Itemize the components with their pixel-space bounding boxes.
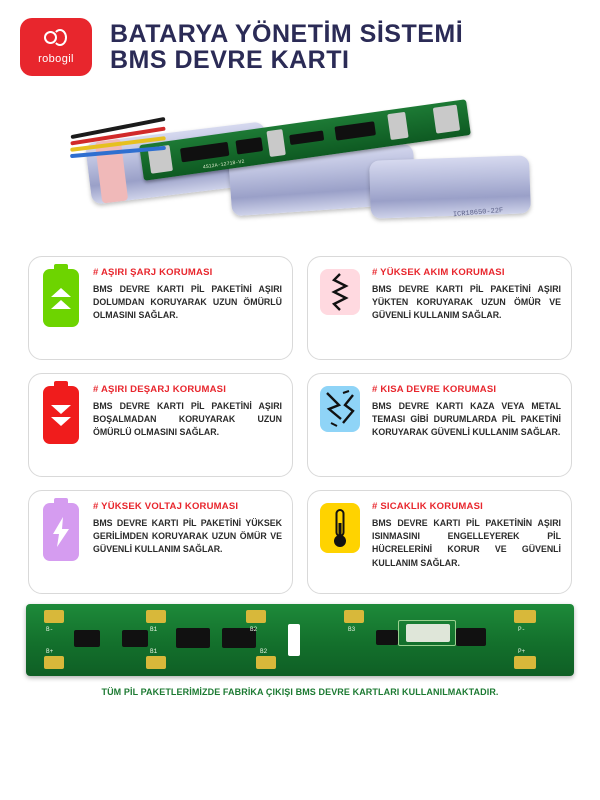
- short-circuit-icon: [318, 384, 362, 466]
- brand-logo-text: robogil: [38, 53, 74, 65]
- feature-card-high-current: [307, 256, 572, 360]
- feature-description: BMS DEVRE KARTI PİL PAKETİNİ YÜKSEK GERİLİMDEN KORUYARAK UZUN ÖMÜR VE GÜVENLİ KULLANIM SAĞLAR.: [93, 518, 282, 555]
- feature-card-temperature: [307, 490, 572, 594]
- feature-description: BMS DEVRE KARTI PİL PAKETİNİ AŞIRI BOŞALMADAN KORUYARAK UZUN ÖMÜRLÜ OLMASINI SAĞLAR.: [93, 401, 282, 438]
- thermometer-icon: [318, 501, 362, 583]
- feature-description: BMS DEVRE KARTI KAZA VEYA METAL TEMASI GİBİ DURUMLARDA PİL PAKETİNİ KORUYARAK GÜVENLİ KULLANIM SAĞLAR.: [372, 401, 561, 438]
- battery-pack-illustration: [70, 114, 540, 226]
- feature-title: # SICAKLIK KORUMASI: [372, 501, 483, 512]
- zigzag-icon: [331, 273, 349, 311]
- feature-title: # YÜKSEK AKIM KORUMASI: [372, 267, 505, 278]
- page-title: [110, 21, 463, 74]
- bolt-icon: [52, 517, 70, 547]
- robot-head-icon: [44, 29, 68, 49]
- title-line-1: BATARYA YÖNETİM SİSTEMİ: [110, 19, 464, 48]
- footer-note: TÜM PİL PAKETLERİMİZDE FABRİKA ÇIKIŞI BMS DEVRE KARTLARI KULLANILMAKTADIR.: [101, 687, 499, 697]
- feature-title: # AŞIRI DEŞARJ KORUMASI: [93, 384, 227, 395]
- spark-icon: [323, 389, 357, 429]
- page-header: [0, 0, 600, 82]
- cell-label: ICR18650-22F: [452, 206, 504, 220]
- title-line-2: BMS DEVRE KARTI: [110, 46, 350, 74]
- feature-title: # YÜKSEK VOLTAJ KORUMASI: [93, 501, 239, 512]
- battery-high-voltage-icon: [39, 501, 83, 583]
- feature-title: # AŞIRI ŞARJ KORUMASI: [93, 267, 213, 278]
- feature-grid: [0, 252, 600, 594]
- feature-card-short-circuit: [307, 373, 572, 477]
- bms-board-photo: B- B1 B2 B3 B+ B1 B2 P- P+: [26, 604, 574, 676]
- feature-title: # KISA DEVRE KORUMASI: [372, 384, 497, 395]
- thermometer-glyph-icon: [331, 507, 349, 549]
- feature-description: BMS DEVRE KARTI PİL PAKETİNİN AŞIRI ISINMASINI ENGELLEYEREK PİL HÜCRELERİNİ KORUR VE GÜVENLİ KULLANIM SAĞLAR.: [372, 518, 561, 568]
- feature-description: BMS DEVRE KARTI PİL PAKETİNİ AŞIRI YÜKTEN KORUYARAK UZUN ÖMÜR VE GÜVENLİ KULLANIM SAĞLAR.: [372, 284, 561, 321]
- feature-description: BMS DEVRE KARTI PİL PAKETİNİ AŞIRI DOLUMDAN KORUYARAK UZUN ÖMÜRLÜ OLMASINI SAĞLAR.: [93, 284, 282, 321]
- board-silkscreen-text: 4S12A-12718-V2: [202, 158, 245, 171]
- wire-harness: [70, 124, 180, 174]
- battery-cell: [369, 155, 531, 219]
- brand-logo: [20, 18, 92, 76]
- feature-card-high-voltage: [28, 490, 293, 594]
- battery-overdischarge-icon: [39, 384, 83, 466]
- high-current-icon: [318, 267, 362, 349]
- feature-card-overdischarge: [28, 373, 293, 477]
- feature-card-overcharge: [28, 256, 293, 360]
- battery-overcharge-icon: [39, 267, 83, 349]
- hero-product-image: [10, 86, 590, 246]
